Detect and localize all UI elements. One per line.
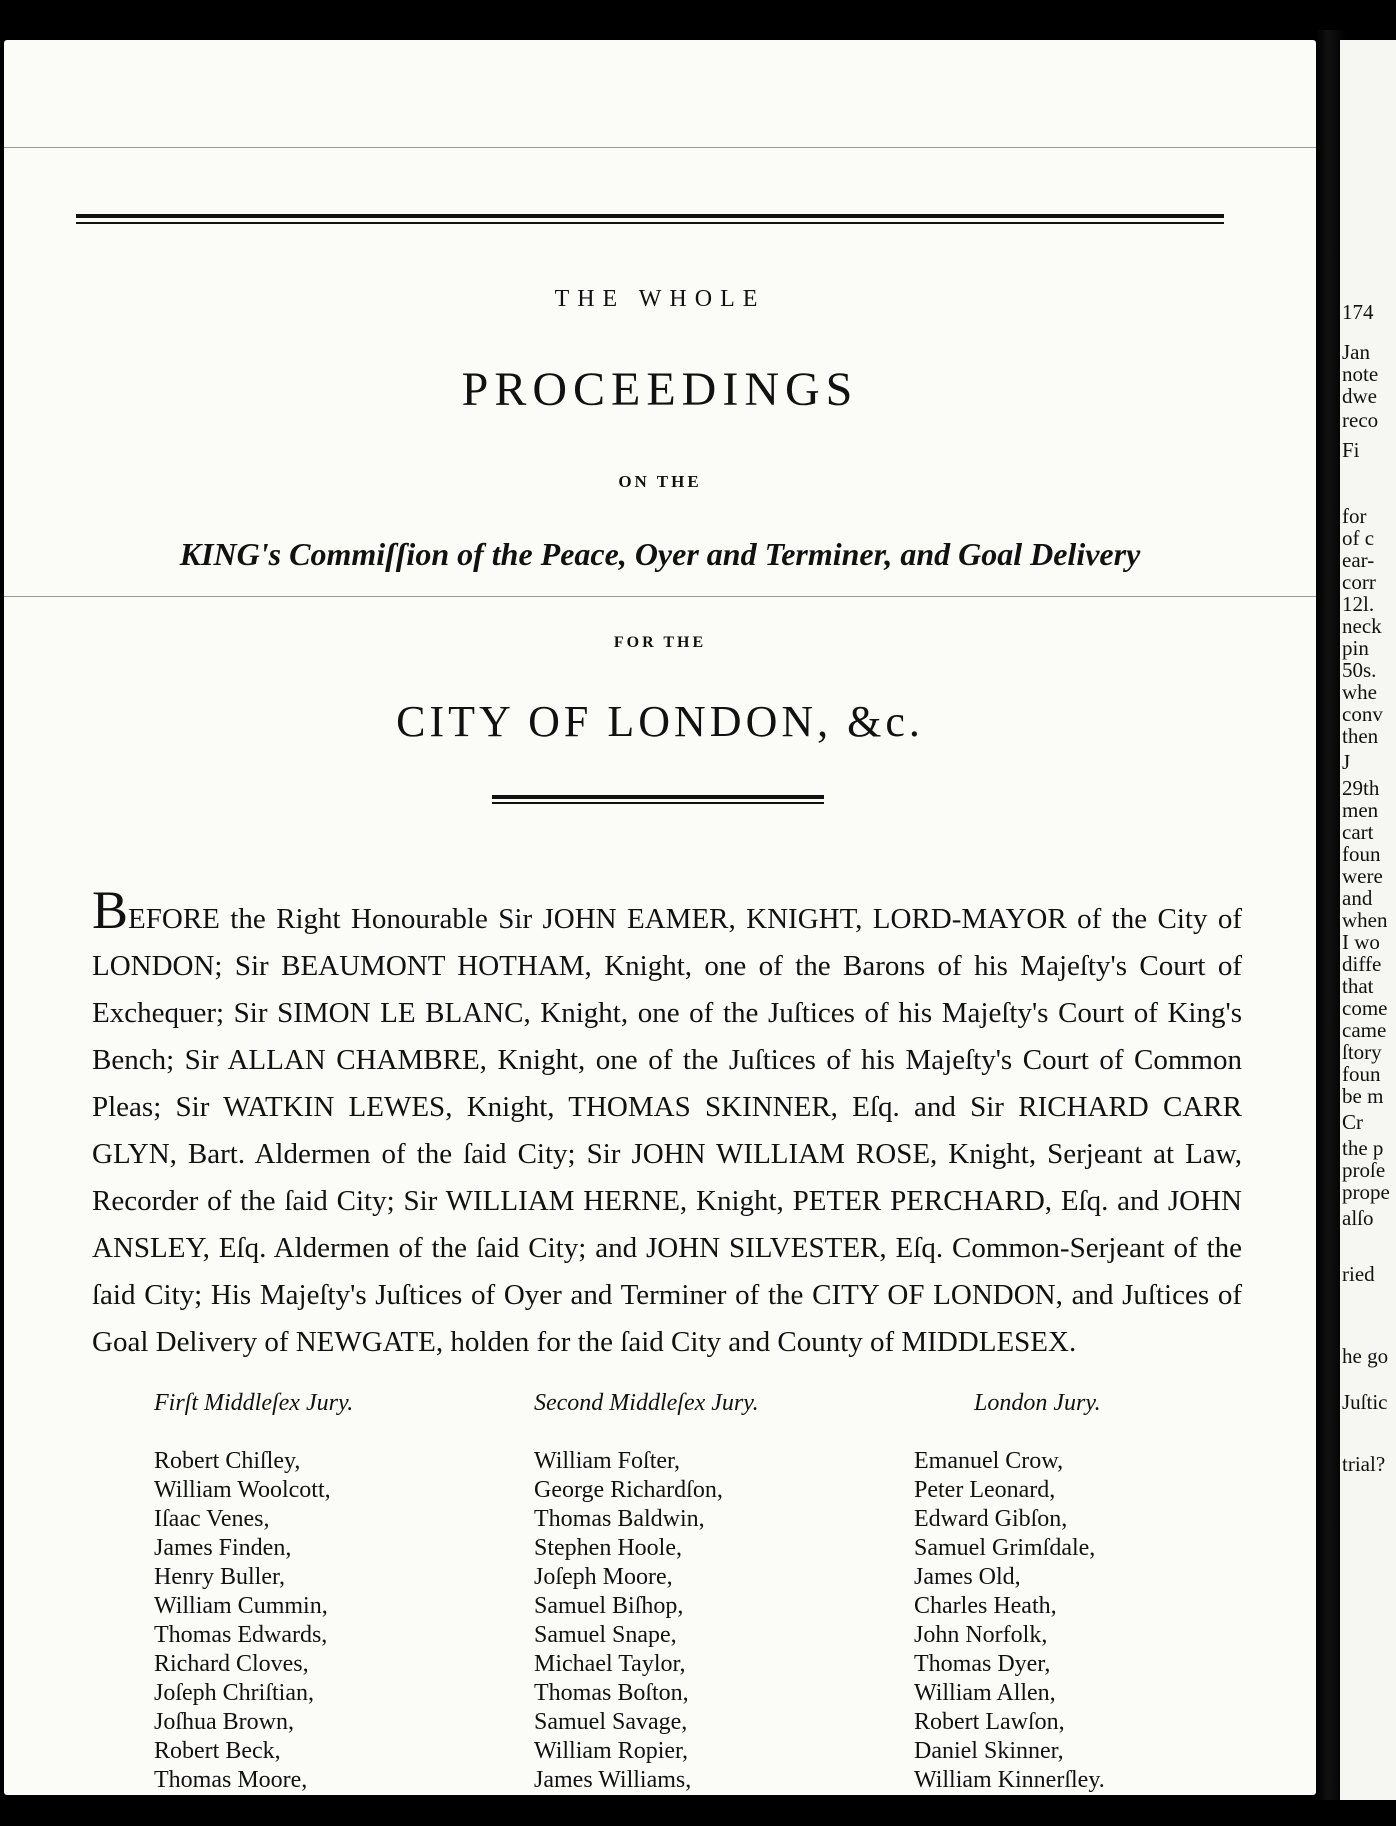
jury-first-middlesex [154,1390,353,1795]
heading-for-the: FOR THE [613,634,707,651]
juror-name: Samuel Biſhop, [534,1593,684,1619]
page-fragment-text: pin [1342,636,1369,660]
juror-name: Robert Chiſley, [154,1448,301,1474]
page-fragment-text: Juſtic [1342,1390,1388,1414]
page-fragment-text: came [1342,1018,1387,1042]
page-fragment-text: dwe [1342,384,1377,408]
page-fragment-text: trial? [1342,1452,1386,1476]
juror-name: Richard Cloves, [154,1651,309,1677]
page-fragment-text: ſtory [1342,1040,1382,1064]
juror-name: James Old, [914,1564,1021,1590]
juror-name: Michael Taylor, [534,1651,686,1677]
ornamental-rule-thin [492,802,824,804]
juror-name: Charles Heath, [914,1593,1057,1619]
jury-second-middlesex [534,1390,759,1795]
page-fragment-text: 50s. [1342,658,1377,682]
juror-name: Samuel Savage, [534,1709,688,1735]
page-fragment-text: Fi [1342,438,1360,462]
page-fragment-text: alſo [1342,1206,1374,1230]
page-fragment-text: of c [1342,526,1375,550]
page-fragment-text: and [1342,886,1373,910]
juror-name: Iſaac Venes, [154,1506,270,1532]
page-fragment-text: proſe [1342,1158,1386,1182]
page-fragment-text: diffe [1342,952,1382,976]
page-fragment-text: prope [1342,1180,1390,1204]
page-fragment-text: come [1342,996,1388,1020]
page-fragment-text: be m [1342,1084,1384,1108]
juror-name: Thomas Edwards, [154,1622,328,1648]
juror-name: Samuel Grimſdale, [914,1535,1096,1561]
preamble-text: EFORE the Right Honourable Sir JOHN EAMER, KNIGHT, LORD-MAYOR of the City of LONDON; Sir BEAUMONT HOTHAM, Knight, one of the Barons of his Majeſty's Court of Exchequer; Sir SIMON LE BLANC, Knight, one of the Juſtices of his Majeſty's Court of King's Bench; Sir ALLAN CHAMBRE, Knight, one of the Juſtices of his Majeſty's Court of Common Pleas; Sir WATKIN LEWES, Knight, THOMAS SKINNER, Eſq. and Sir RICHARD CARR GLYN, Bart. Aldermen of the ſaid City; Sir JOHN WILLIAM ROSE, Knight, Serjeant at Law, Recorder of the ſaid City; Sir WILLIAM HERNE, Knight, PETER PERCHARD, Eſq. and JOHN ANSLEY, Eſq. Aldermen of the ſaid City; and JOHN SILVESTER, Eſq. Common-Serjeant of the ſaid City; His Majeſty's Juſtices of Oyer and Terminer of the CITY OF LONDON, and Juſtices of Goal Delivery of NEWGATE, holden for the ſaid City and County of MIDDLESEX. [92,903,1242,1358]
heading-city-of-london: CITY OF LONDON, &c. [396,697,924,746]
juror-name: James Williams, [534,1767,692,1793]
juror-name: William Allen, [914,1680,1056,1706]
page-fragment-text: conv [1342,702,1383,726]
page-fragment-text: foun [1342,1062,1381,1086]
page-fragment-text: corr [1342,570,1376,594]
juror-name: Samuel Snape, [534,1622,677,1648]
page-fragment-text: neck [1342,614,1382,638]
heading-the-whole: THE WHOLE [554,286,766,312]
juror-name: Thomas Dyer, [914,1651,1051,1677]
jury-london [914,1390,1105,1795]
juror-name: William Foſter, [534,1448,681,1474]
juror-name: Joſeph Moore, [534,1564,673,1590]
page-fragment-text: that [1342,974,1374,998]
page-fragment-text: ear- [1342,548,1375,572]
juror-name: Joſeph Chriſtian, [154,1680,314,1706]
scan-line [4,147,1316,148]
juror-name: Thomas Moore, [154,1767,308,1793]
top-double-rule-thin [76,222,1224,224]
page-fragment-text: ried [1342,1262,1375,1286]
preamble-paragraph [92,880,1242,1366]
page-fragment-text: he go [1342,1344,1389,1368]
page-fragment-text: Jan [1342,340,1370,364]
juror-name: Thomas Baldwin, [534,1506,705,1532]
heading-on-the: ON THE [618,472,702,491]
ornamental-rule [492,795,824,799]
page-fragment-text: men [1342,798,1379,822]
heading-proceedings: PROCEEDINGS [461,363,859,416]
page-fragment-text: reco [1342,408,1379,432]
adjacent-page-fragment [1340,40,1396,1800]
page-fragment-text: I wo [1342,930,1380,954]
page-fragment-text: whe [1342,680,1377,704]
page-fragment-text: foun [1342,842,1381,866]
heading-commission: KING's Commiſſion of the Peace, Oyer and Terminer, and Goal Delivery [179,536,1141,572]
jury-heading: Second Middleſex Jury. [534,1390,759,1416]
page-fragment-text: 174 [1342,300,1374,324]
juror-name: William Kinnerſley. [914,1767,1105,1793]
top-double-rule [76,214,1224,218]
page-fragment-text: then [1342,724,1379,748]
page-fragment-text: 29th [1342,776,1380,800]
juror-name: George Richardſon, [534,1477,723,1503]
juror-name: Edward Gibſon, [914,1506,1068,1532]
juror-name: Stephen Hoole, [534,1535,682,1561]
juror-name: Joſhua Brown, [154,1709,294,1735]
scan-line [4,596,1316,597]
juror-name: William Ropier, [534,1738,689,1764]
page-fragment-text: the p [1342,1136,1384,1160]
juror-name: Peter Leonard, [914,1477,1056,1503]
page-fragment-text: J [1342,750,1351,774]
jury-heading: London Jury. [974,1390,1101,1416]
page-fragment-text: were [1342,864,1383,888]
page-fragment-text: for [1342,504,1367,528]
page-fragment-text: cart [1342,820,1374,844]
page-fragment-text: 12l. [1342,592,1375,616]
juror-name: Robert Lawſon, [914,1709,1065,1735]
juror-name: William Woolcott, [154,1477,331,1503]
juror-name: John Norfolk, [914,1622,1048,1648]
juror-name: Thomas Boſton, [534,1680,689,1706]
drop-cap: B [92,880,129,940]
page-fragment-text: note [1342,362,1379,386]
juror-name: James Finden, [154,1535,292,1561]
page-fragment-text: when [1342,908,1388,932]
document-page [4,40,1316,1795]
jury-heading: Firſt Middleſex Jury. [154,1390,354,1416]
juror-name: Robert Beck, [154,1738,281,1764]
page-fragment-text: Cr [1342,1110,1363,1134]
juror-name: Emanuel Crow, [914,1448,1064,1474]
juror-name: Daniel Skinner, [914,1738,1064,1764]
juror-name: William Cummin, [154,1593,328,1619]
juror-name: Henry Buller, [154,1564,286,1590]
